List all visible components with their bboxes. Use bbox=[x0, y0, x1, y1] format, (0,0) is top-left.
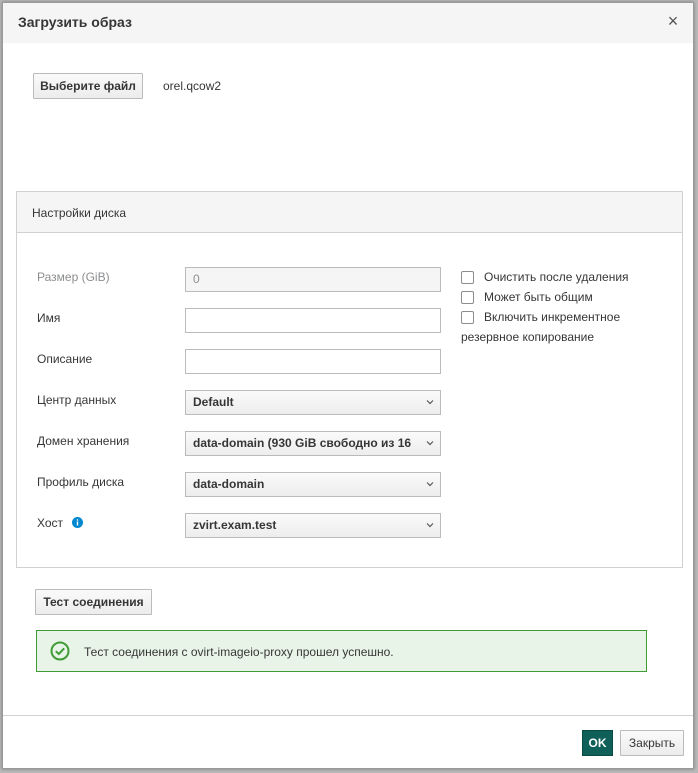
dialog-title: Загрузить образ bbox=[18, 14, 132, 30]
incremental-backup-checkbox[interactable] bbox=[461, 311, 474, 324]
success-check-icon bbox=[50, 641, 70, 661]
test-connection-button[interactable]: Тест соединения bbox=[35, 589, 152, 615]
disk-profile-select[interactable] bbox=[185, 472, 441, 497]
footer-divider bbox=[3, 715, 693, 716]
storage-domain-value: data-domain (930 GiB свободно из 16 bbox=[193, 436, 412, 450]
incremental-backup-label-line2: резервное копирование bbox=[461, 330, 595, 344]
dialog-header bbox=[3, 3, 693, 43]
datacenter-value: Default bbox=[193, 395, 234, 409]
close-button[interactable]: Закрыть bbox=[620, 730, 684, 756]
host-select[interactable] bbox=[185, 513, 441, 538]
wipe-after-delete-checkbox[interactable] bbox=[461, 271, 474, 284]
storage-domain-label: Домен хранения bbox=[37, 434, 130, 448]
chevron-down-icon bbox=[426, 521, 434, 529]
description-label: Описание bbox=[37, 352, 93, 366]
disk-settings-panel bbox=[16, 191, 683, 568]
disk-settings-title: Настройки диска bbox=[32, 206, 127, 220]
choose-file-button[interactable]: Выберите файл bbox=[33, 73, 143, 99]
size-input: 0 bbox=[185, 267, 441, 292]
datacenter-select[interactable] bbox=[185, 390, 441, 415]
storage-domain-select[interactable] bbox=[185, 431, 441, 456]
disk-settings-heading bbox=[17, 192, 682, 233]
connection-success-alert bbox=[36, 630, 647, 672]
ok-button[interactable]: OK bbox=[582, 730, 613, 756]
incremental-backup-label-line1: Включить инкрементное bbox=[484, 310, 621, 324]
upload-image-dialog bbox=[2, 2, 694, 769]
info-icon[interactable] bbox=[72, 517, 83, 528]
connection-result-message: Тест соединения с ovirt-imageio-proxy прошел успешно. bbox=[84, 645, 394, 659]
size-label: Размер (GiB) bbox=[37, 270, 110, 284]
chevron-down-icon bbox=[426, 480, 434, 488]
name-label: Имя bbox=[37, 311, 61, 325]
selected-file-name: orel.qcow2 bbox=[163, 79, 222, 93]
disk-profile-value: data-domain bbox=[193, 477, 265, 491]
wipe-after-delete-label: Очистить после удаления bbox=[484, 270, 629, 284]
host-value: zvirt.exam.test bbox=[193, 518, 277, 532]
datacenter-label: Центр данных bbox=[37, 393, 117, 407]
close-icon[interactable]: × bbox=[667, 11, 679, 31]
description-input[interactable] bbox=[185, 349, 441, 374]
disk-profile-label: Профиль диска bbox=[37, 475, 125, 489]
chevron-down-icon bbox=[426, 398, 434, 406]
shareable-label: Может быть общим bbox=[484, 290, 593, 304]
host-label: Хост bbox=[37, 516, 64, 530]
chevron-down-icon bbox=[426, 439, 434, 447]
shareable-checkbox[interactable] bbox=[461, 291, 474, 304]
name-input[interactable] bbox=[185, 308, 441, 333]
